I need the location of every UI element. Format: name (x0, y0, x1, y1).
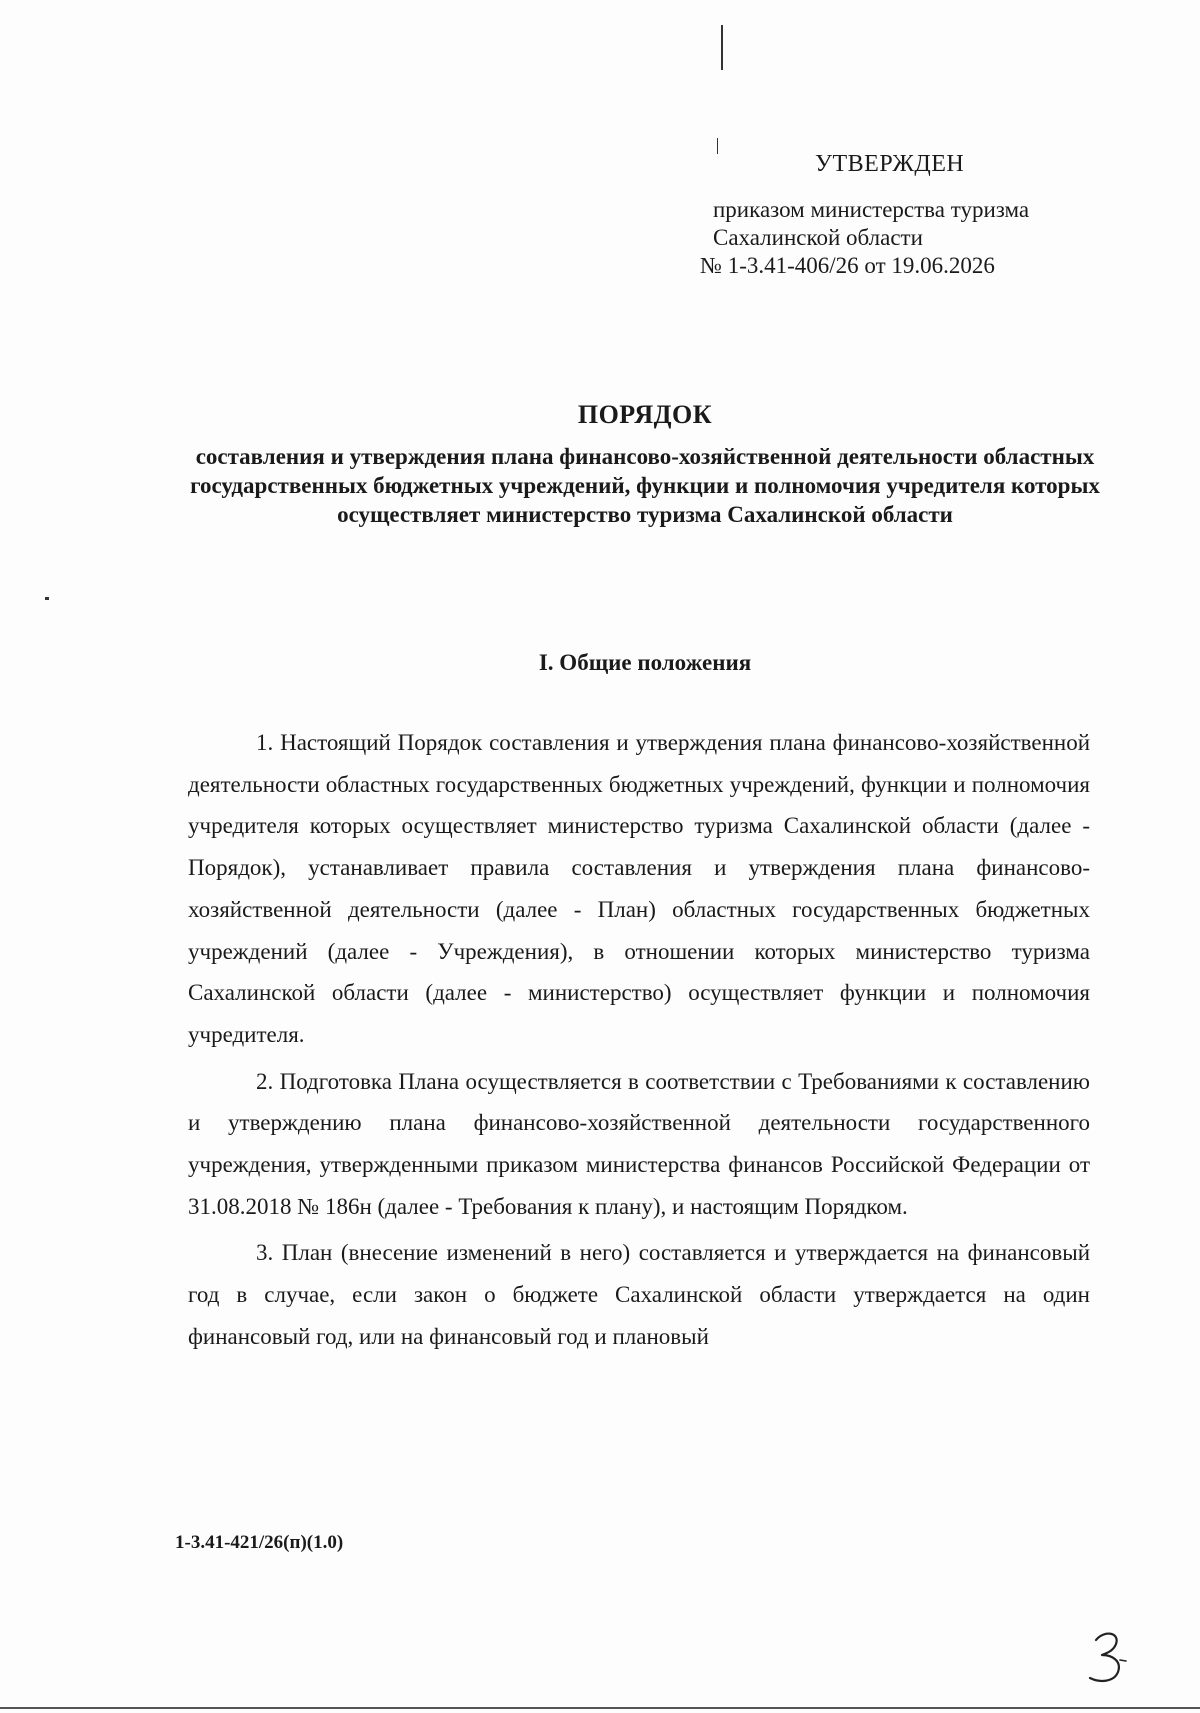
scan-mark (721, 25, 723, 70)
title-subtitle: составления и утверждения плана финансово-хозяйственной деятельности областных государственных бюджетных учреждений, функции и полномочия учредителя которых осуществляет министерство туризма Сахалинской области (190, 444, 1100, 527)
scan-edge-line (0, 1707, 1200, 1709)
scan-mark (45, 597, 49, 600)
paragraph-2: 2. Подготовка Плана осуществляется в соответствии с Требованиями к составлению и утверждению плана финансово-хозяйственной деятельности государственного учреждения, утвержденными приказом министерства финансов Российской Федерации от 31.08.2018 № 186н (далее - Требования к плану), и настоящим Порядком. (188, 1068, 1090, 1219)
section-heading: I. Общие положения (538, 650, 752, 675)
document-body (188, 722, 1090, 1358)
approval-block (700, 150, 1140, 280)
footer-document-code: 1-3.41-421/26(п)(1.0) (175, 1532, 344, 1553)
handwritten-page-number (1082, 1628, 1132, 1688)
approval-line-region: Сахалинской области (713, 225, 923, 250)
paragraph-1: 1. Настоящий Порядок составления и утверждения плана финансово-хозяйственной деятельности областных государственных бюджетных учреждений, функции и полномочия учредителя которых осуществляет министерство туризма Сахалинской области (далее - Порядок), устанавливает правила составления и утверждения плана финансово-хозяйственной деятельности (далее - План) областных государственных бюджетных учреждений (далее - Учреждения), в отношении которых министерство туризма Сахалинской области (далее - министерство) осуществляет функции и полномочия учредителя. (188, 730, 1090, 1047)
approval-line-number: № 1-3.41-406/26 от 19.06.2026 (700, 253, 995, 278)
document-title (150, 400, 1140, 529)
approved-label: УТВЕРЖДЕН (815, 151, 965, 177)
title-main: ПОРЯДОК (577, 400, 713, 429)
paragraph-3: 3. План (внесение изменений в него) составляется и утверждается на финансовый год в случае, если закон о бюджете Сахалинской области утверждается на один финансовый год, или на финансовый год и плановый (188, 1240, 1090, 1349)
approval-line-order: приказом министерства туризма (713, 197, 1030, 222)
